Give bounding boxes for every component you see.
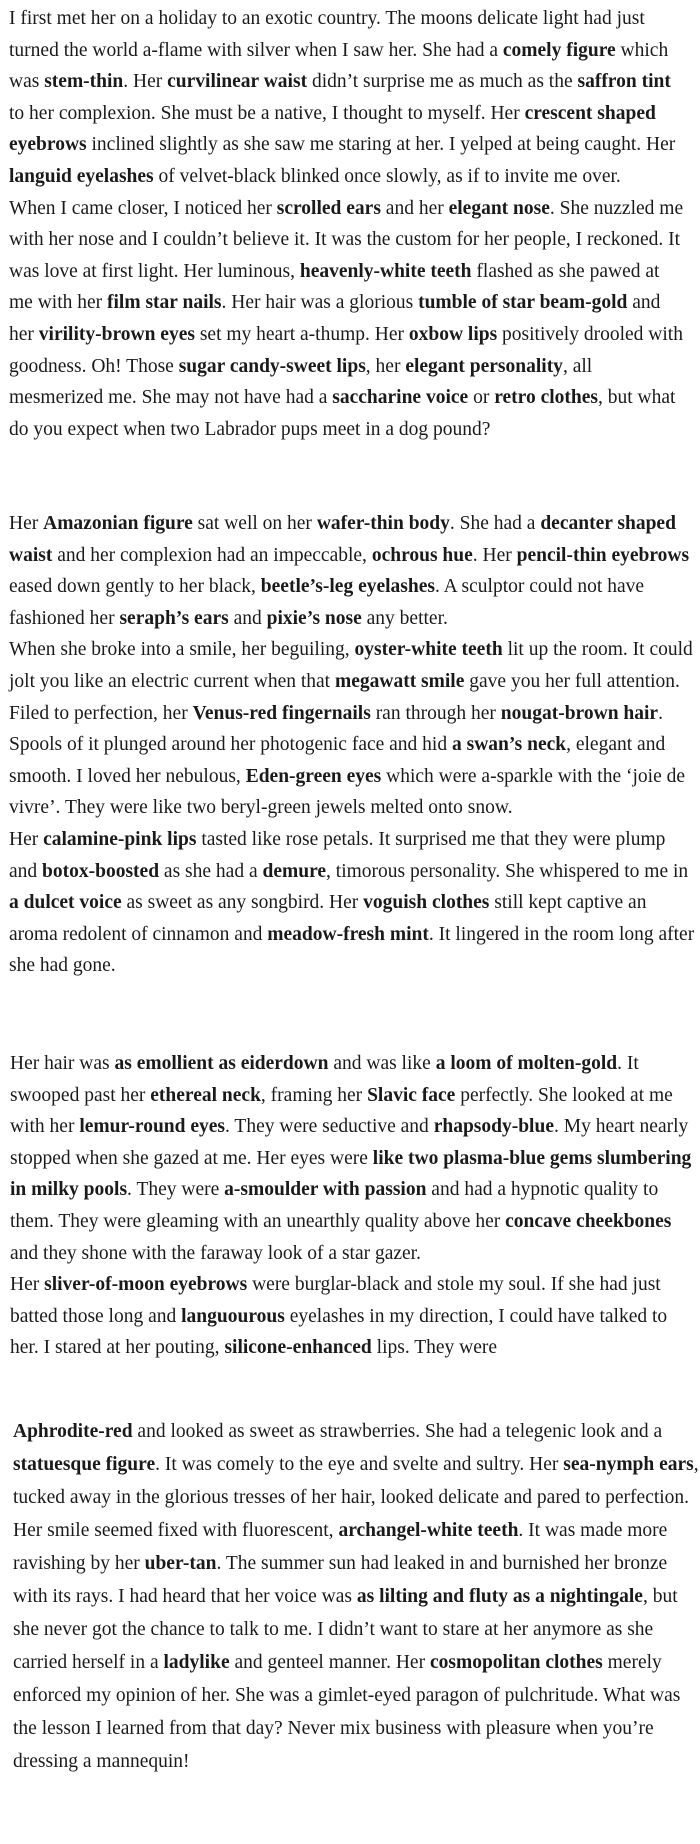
text-run: ran through her	[370, 702, 501, 724]
bold-phrase: oyster-white teeth	[354, 639, 503, 661]
bold-phrase: archangel-white teeth	[338, 1520, 519, 1541]
text-run: . Spools of it plunged around her photogenic face and hid	[9, 702, 663, 756]
text-run: which was	[9, 39, 669, 93]
bold-phrase: meadow-fresh mint	[267, 923, 429, 945]
bold-phrase: Amazonian figure	[43, 513, 193, 534]
bold-phrase: lemur-round eyes	[79, 1116, 226, 1138]
paragraph	[10, 1048, 698, 1269]
text-run: perfectly. She looked at me with her	[10, 1084, 673, 1138]
bold-phrase: demure	[262, 860, 327, 882]
text-run: , elegant and smooth. I loved her nebulous,	[9, 734, 666, 787]
text-run: , her	[365, 355, 406, 377]
text-run: . They were seductive and	[225, 1116, 434, 1138]
bold-phrase: a loom of molten-gold	[435, 1053, 618, 1074]
text-run: , tucked away in the glorious tresses of her hair, looked delicate and pared to perfection.	[13, 1454, 699, 1508]
bold-phrase: elegant nose	[448, 197, 550, 219]
story-section-1	[0, 3, 700, 445]
text-run: and her complexion had an impeccable,	[52, 544, 372, 566]
bold-phrase: calamine-pink lips	[43, 828, 197, 850]
bold-phrase: scrolled ears	[276, 197, 381, 219]
bold-phrase: silicone-enhanced	[224, 1337, 372, 1359]
text-run: . She had a	[449, 513, 541, 534]
bold-phrase: concave cheekbones	[505, 1210, 672, 1232]
text-run: flashed as she pawed at me with her	[9, 260, 660, 314]
text-run: Her	[10, 1274, 45, 1296]
text-run: tasted like rose petals. It surprised me that they were plump and	[9, 828, 666, 882]
text-run: . It lingered in the room long after she had gone.	[9, 923, 695, 977]
bold-phrase: as emollient as eiderdown	[114, 1053, 329, 1074]
text-run: positively drooled with goodness. Oh! Those	[9, 323, 683, 377]
text-run: When she broke into a smile, her beguiling,	[9, 639, 355, 661]
text-run: , but she never got the chance to talk to me. I didn’t want to stare at her anymore as she carried herself in a	[13, 1586, 678, 1673]
bold-phrase: voguish clothes	[363, 892, 490, 914]
bold-phrase: crescent shaped eyebrows	[9, 102, 656, 156]
text-run: Her	[9, 828, 44, 850]
bold-phrase: wafer-thin body	[316, 513, 450, 534]
bold-phrase: film star nails	[107, 292, 222, 314]
text-run: eased down gently to her black,	[9, 576, 261, 598]
bold-phrase: cosmopolitan clothes	[429, 1652, 603, 1673]
text-run: . Her	[472, 544, 517, 566]
bold-phrase: Aphrodite-red	[13, 1421, 133, 1442]
text-run: gave you her full attention. Filed to perfection, her	[9, 670, 680, 724]
bold-phrase: curvilinear waist	[167, 71, 308, 93]
text-run: lit up the room. It could jolt you like an electric current when that	[9, 639, 693, 692]
text-run: merely enforced my opinion of her. She was a gimlet-eyed paragon of pulchritude. What was the lesson I learned from that day? Never mix business with pleasure when you’re dressing a mannequin!	[13, 1652, 681, 1772]
bold-phrase: comely figure	[502, 39, 616, 61]
bold-phrase: rhapsody-blue	[433, 1116, 554, 1138]
bold-phrase: beetle’s-leg eyelashes	[260, 576, 435, 598]
bold-phrase: like two plasma-blue gems slumbering in milky pools	[10, 1147, 692, 1201]
text-run: of velvet-black blinked once slowly, as if to invite me over.	[153, 165, 621, 187]
story-section-4	[0, 1415, 700, 1778]
text-run: and	[228, 607, 267, 629]
text-run: and looked as sweet as strawberries. She had a telegenic look and a	[132, 1421, 663, 1442]
text-run: . Her hair was a glorious	[221, 292, 419, 314]
bold-phrase: uber-tan	[144, 1553, 217, 1574]
paragraph	[9, 193, 688, 446]
text-run: inclined slightly as she saw me staring at her. I yelped at being caught. Her	[86, 134, 676, 156]
text-run: and was like	[328, 1053, 436, 1074]
bold-phrase: virility-brown eyes	[38, 323, 195, 345]
text-run: . They were	[127, 1179, 225, 1201]
bold-phrase: ochrous hue	[371, 544, 473, 566]
bold-phrase: sliver-of-moon eyebrows	[44, 1274, 248, 1296]
bold-phrase: retro clothes	[494, 387, 598, 409]
text-run: as she had a	[159, 860, 263, 882]
text-run: I first met her on a holiday to an exotic country. The moons delicate light had just turned the world a-flame with silver when I saw her. She had a	[9, 8, 645, 61]
text-run: and her	[9, 292, 661, 345]
bold-phrase: ethereal neck	[150, 1084, 261, 1106]
bold-phrase: tumble of star beam-gold	[418, 292, 628, 314]
text-run: which were a-sparkle with the ‘joie de vivre’. They were like two beryl-green jewels melted onto snow.	[9, 765, 686, 819]
text-run: . The summer sun had leaked in and burnished her bronze with its rays. I had heard that her voice was	[13, 1553, 668, 1607]
bold-phrase: botox-boosted	[42, 860, 160, 882]
text-run: and her	[380, 197, 449, 219]
bold-phrase: sea-nymph ears	[563, 1454, 694, 1475]
bold-phrase: Eden-green eyes	[245, 765, 382, 787]
bold-phrase: stem-thin	[44, 71, 124, 93]
text-run: to her complexion. She must be a native, I thought to myself. Her	[9, 102, 525, 124]
text-run: . A sculptor could not have fashioned her	[9, 576, 645, 629]
bold-phrase: pixie’s nose	[266, 607, 362, 629]
bold-phrase: oxbow lips	[408, 323, 498, 345]
text-run: . It was made more ravishing by her	[13, 1520, 668, 1574]
text-run: were burglar-black and stole my soul. If she had just batted those long and	[10, 1274, 661, 1327]
text-run: . It was comely to the eye and svelte and sultry. Her	[155, 1454, 564, 1475]
text-run: as sweet as any songbird. Her	[121, 892, 364, 914]
text-run: , all mesmerized me. She may not have had a	[9, 355, 593, 409]
bold-phrase: a dulcet voice	[9, 892, 122, 914]
paragraph	[9, 634, 696, 824]
bold-phrase: saccharine voice	[332, 387, 469, 409]
bold-phrase: nougat-brown hair	[500, 702, 659, 724]
bold-phrase: ladylike	[163, 1652, 230, 1673]
text-run: , framing her	[260, 1084, 368, 1106]
text-run: sat well on her	[192, 513, 317, 534]
text-run: and genteel manner. Her	[229, 1652, 430, 1673]
text-run: still kept captive an aroma redolent of cinnamon and	[9, 892, 647, 945]
text-run: eyelashes in my direction, I could have talked to her. I stared at her pouting,	[10, 1305, 668, 1359]
bold-phrase: megawatt smile	[334, 670, 465, 692]
text-run: and had a hypnotic quality to them. They were gleaming with an unearthly quality above her	[10, 1179, 659, 1232]
text-run: any better.	[361, 607, 448, 629]
bold-phrase: Venus-red fingernails	[192, 702, 371, 724]
bold-phrase: saffron tint	[577, 71, 671, 93]
story-section-3	[0, 1048, 700, 1364]
story-section-2	[0, 508, 700, 982]
text-run: . She nuzzled me with her nose and I couldn’t believe it. It was the custom for her people, I reckoned. It was love at first light. Her luminous,	[9, 197, 684, 282]
paragraph	[9, 824, 696, 982]
text-run: , timorous personality. She whispered to me in	[326, 860, 689, 882]
text-run: Her hair was	[10, 1053, 115, 1074]
paragraph	[13, 1415, 700, 1514]
text-run: Her smile seemed fixed with fluorescent,	[13, 1520, 339, 1541]
bold-phrase: decanter shaped waist	[9, 513, 676, 566]
text-run: . My heart nearly stopped when she gazed at me. Her eyes were	[10, 1116, 689, 1169]
bold-phrase: sugar candy-sweet lips	[178, 355, 366, 377]
text-run: or	[468, 387, 495, 409]
bold-phrase: statuesque figure	[13, 1454, 156, 1475]
text-run: and they shone with the faraway look of a star gazer.	[10, 1242, 421, 1264]
bold-phrase: Slavic face	[367, 1084, 456, 1106]
bold-phrase: heavenly-white teeth	[299, 260, 472, 282]
bold-phrase: seraph’s ears	[119, 607, 229, 629]
text-run: lips. They were	[371, 1337, 498, 1359]
text-run: . Her	[123, 71, 168, 93]
text-run: . It swooped past her	[10, 1053, 639, 1106]
text-run: , but what do you expect when two Labrador pups meet in a dog pound?	[9, 387, 676, 440]
bold-phrase: languid eyelashes	[9, 165, 154, 187]
text-run: set my heart a-thump. Her	[194, 323, 409, 345]
bold-phrase: a-smoulder with passion	[224, 1179, 427, 1201]
paragraph	[9, 3, 688, 193]
bold-phrase: as lilting and fluty as a nightingale	[356, 1586, 643, 1607]
text-run: When I came closer, I noticed her	[9, 197, 277, 219]
bold-phrase: pencil-thin eyebrows	[516, 544, 690, 566]
bold-phrase: a swan’s neck	[451, 734, 567, 756]
paragraph	[13, 1514, 700, 1778]
text-run: didn’t surprise me as much as the	[307, 71, 578, 93]
text-run: Her	[9, 513, 44, 534]
paragraph	[10, 1269, 698, 1364]
bold-phrase: elegant personality	[405, 355, 563, 377]
paragraph	[9, 508, 696, 634]
bold-phrase: languourous	[181, 1305, 285, 1327]
